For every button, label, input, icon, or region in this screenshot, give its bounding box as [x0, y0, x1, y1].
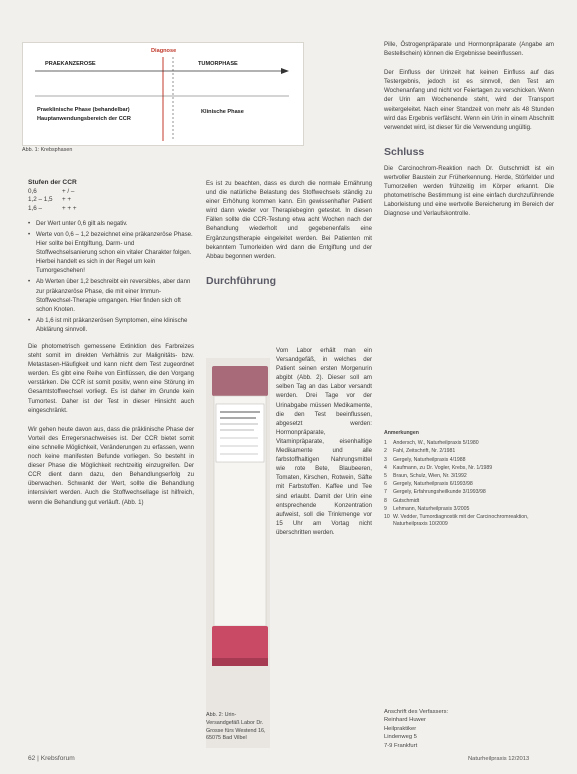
- col1-paragraph-2: Wir gehen heute davon aus, dass die präklinische Phase der Vorteil des Erregersnachweises ist. Der CCR bietet somit eine schnelle Möglichkeit, Veränderungen zu erfassen, wenn noch keine manifesten Befunde vorliegen. So besteht in dieser Phase die Möglichkeit rechtzeitig einzugreifen. Der CCR dient dann dazu, den Behandlungserfolg zu überwachen. Schwankt der Wert, sollte die Behandlung intensiviert werden. Auch die Stoffwechsellage ist hilfreich, wenn die Behandlung gut verläuft. (Abb. 1): [28, 425, 194, 506]
- diagram-hauptanwendung-label: Hauptanwendungsbereich der CCR: [37, 116, 131, 122]
- diagram-diagnose-label: Diagnose: [151, 48, 177, 54]
- reference-item: 1 Andersch, W., Naturheilpraxis 5/1980: [384, 440, 479, 447]
- diagram-tumorphase-label: TUMORPHASE: [198, 61, 238, 67]
- bullet-item: • Werte von 0,6 – 1,2 bezeichnet eine präkanzeröse Phase. Hier sollte bei Entgiftung, Darm- und Stoffwechselsanierung schon ein vitaler Charakter folgen. Hierbei handelt es sich in der Regel um kein Tumorgeschehen!: [28, 230, 194, 275]
- stufen-title: Stufen der CCR: [28, 179, 77, 186]
- stufen-row: 0,6 + / –: [28, 188, 75, 195]
- column-1: [28, 179, 194, 507]
- author-name: Reinhard Huwer: [384, 717, 426, 724]
- bottle-photo: [206, 358, 270, 748]
- footer-issue: Naturheilpraxis 12/2013: [468, 756, 530, 762]
- reference-item: 2 Fahl, Zeitschrift, Nr. 2/1981: [384, 448, 456, 455]
- column-3: [384, 40, 554, 218]
- author-street: Lindenweg 5: [384, 734, 417, 741]
- author-label: Anschrift des Verfassers:: [384, 709, 449, 715]
- references-title: Anmerkungen: [384, 430, 419, 436]
- col1-paragraph-1: Die photometrisch gemessene Extinktion des Farbreizes steht somit im direkten Verhältnis zur Malignitäts- bzw. Metastasen-Häufigkeit und kann nicht dem Test zugeordnet werden. Es gibt eine Reihe von Einflüssen, die den Vorgang verstärken. Die CCR ist somit positiv, wenn eine Störung im Gesamtstoffwechsel vorliegt. Es ist daher im Grunde kein Tumortest. Daher ist der Test in dieser Hinsicht auch eingeschränkt.: [28, 343, 194, 414]
- col3-paragraph-1: Pille, Östrogenpräparate und Hormonpräparate (Angabe am Bestellschein) können die Ergebnisse beeinflussen.: [384, 41, 554, 58]
- bullet-item: • Ab 1,6 ist mit präkanzerösen Symptomen, eine klinische Abklärung sinnvoll.: [28, 316, 194, 334]
- col2-paragraph-2: Vom Labor erhält man ein Versandgefäß, in welches der Patient seinen ersten Morgenurin abgibt (Abb. 2). Dieser soll am selben Tag an das Labor versandt werden. Drei Tage vor der Urinabgabe müssen Medikamente, die den Test beeinflussen, abgesetzt werden: Hormonpräparate, Vitaminpräparate, eisenhaltige Medikamente und alle farbstoffhaltigen Nahrungsmittel wie rote Bete, Blaubeeren, Tomaten, Kirschen, Rotwein, Säfte mit Farbstoffen. Kaffee und Tee sind erlaubt. Damit der Urin eine entsprechende Konzentration aufweist, soll die Trinkmenge vor 15 Uhr am Vortag nicht überschritten werden.: [276, 347, 372, 536]
- heading-schluss: Schluss: [384, 145, 425, 158]
- stufen-row: 1,6 – + + +: [28, 204, 77, 212]
- col3-paragraph-2: Der Einfluss der Urinzeit hat keinen Einfluss auf das Testergebnis, jedoch ist es sinnvoll, den Test am Wochenanfang und nicht vor Feiertagen zu verschicken. Wenn der Urin am Wochenende steht, wird der Transport weitergeleitet. Nach einer Standzeit von mehr als 48 Stunden wird das Ergebnis verfälscht. Wenn ein Urin in einem Abschnitt verwendet wird, ist dieser für die Verwendung ungültig.: [384, 69, 554, 131]
- column-2: [206, 179, 372, 287]
- references: [384, 430, 554, 529]
- diagram-klinische-label: Klinische Phase: [201, 109, 244, 115]
- reference-item: 8 Gutschmidt: [384, 497, 420, 504]
- reference-item: 5 Braun, Schulz, Wien, Nr. 3/1992: [384, 473, 467, 480]
- reference-item: 9 Lehmann, Naturheilpraxis 3/2005: [384, 505, 470, 512]
- col2-paragraph-1: Es ist zu beachten, dass es durch die normale Ernährung und die natürliche Belastung des Stoffwechsels ständig zu einer Erhöhung kommen kann. Ein gewissenhafter Patient wird dann wieder vor Therapiebeginn getestet. In diesen Fällen sollte die CCR-Testung etwa acht Wochen nach der Behandlung wiederholt und gegebenenfalls eine Ergänzungstherapie eingeleitet werden. Bei Patienten mit bekanntem Tumorleiden wird dann die Entgiftung und der Abbau begonnen werden.: [206, 180, 372, 260]
- footer-page-section: 62 | Krebsforum: [28, 755, 75, 762]
- heading-durchfuehrung: Durchführung: [206, 274, 276, 287]
- krebsphasen-diagram: [22, 42, 304, 146]
- stufen-row: 1,2 – 1,5 + +: [28, 196, 72, 204]
- diagram-praeklinische-label: Praeklinische Phase (behandelbar): [37, 107, 130, 113]
- author-address: [384, 708, 554, 750]
- stufen-bullets: [28, 219, 194, 334]
- urine-container-image: [206, 358, 270, 748]
- diagram-praekanzerose-label: PRAEKANZEROSE: [45, 61, 96, 67]
- col3-paragraph-3: Die Carcinochrom-Reaktion nach Dr. Gutschmidt ist ein wertvoller Baustein zur Früherkennung. Herde, Störfelder und Tumorzellen werden frühzeitig im Körper erkannt. Die photometrische Bestimmung ist eine einfach durchzuführende Laborleistung und eine wertvolle Bereicherung im Bereich der Diagnose und Verlaufskontrolle.: [384, 164, 554, 218]
- reference-item: 3 Gergely, Naturheilpraxis 4/1988: [384, 456, 466, 463]
- figure-caption: Abb. 1: Krebsphasen: [22, 147, 73, 153]
- bottle-caption: Abb. 2: Urin-Versandgefäß Labor Dr. Grosse fürs Westend 16, 65075 Bad Vilbel: [206, 712, 266, 742]
- author-city: 7-9 Frankfurt: [384, 742, 418, 749]
- bullet-item: • Der Wert unter 0,6 gilt als negativ.: [28, 219, 194, 228]
- reference-item: 7 Gergely, Erfahrungsheilkunde 3/1993/98: [384, 489, 486, 496]
- reference-item: 4 Kaufmann, zu Dr. Vogler, Krebs, Nr. 1/1989: [384, 464, 493, 471]
- author-practice: Heilpraktiker: [384, 725, 417, 732]
- bullet-item: • Ab Werten über 1,2 beschreibt ein reversibles, aber dann zur präkanzeröse Phase, die mit einer Immun-Stoffwechsel-Therapie umgangen. Hier finden sich oft schon Knoten.: [28, 277, 194, 313]
- reference-item: 6 Gergely, Naturheilpraxis 6/1993/98: [384, 481, 473, 488]
- diagram-lines: [23, 43, 303, 145]
- reference-item: 10 W. Vedder, Tumordiagnostik mit der Carcinochromreaktion, Naturheilpraxis 10/2009: [384, 514, 529, 528]
